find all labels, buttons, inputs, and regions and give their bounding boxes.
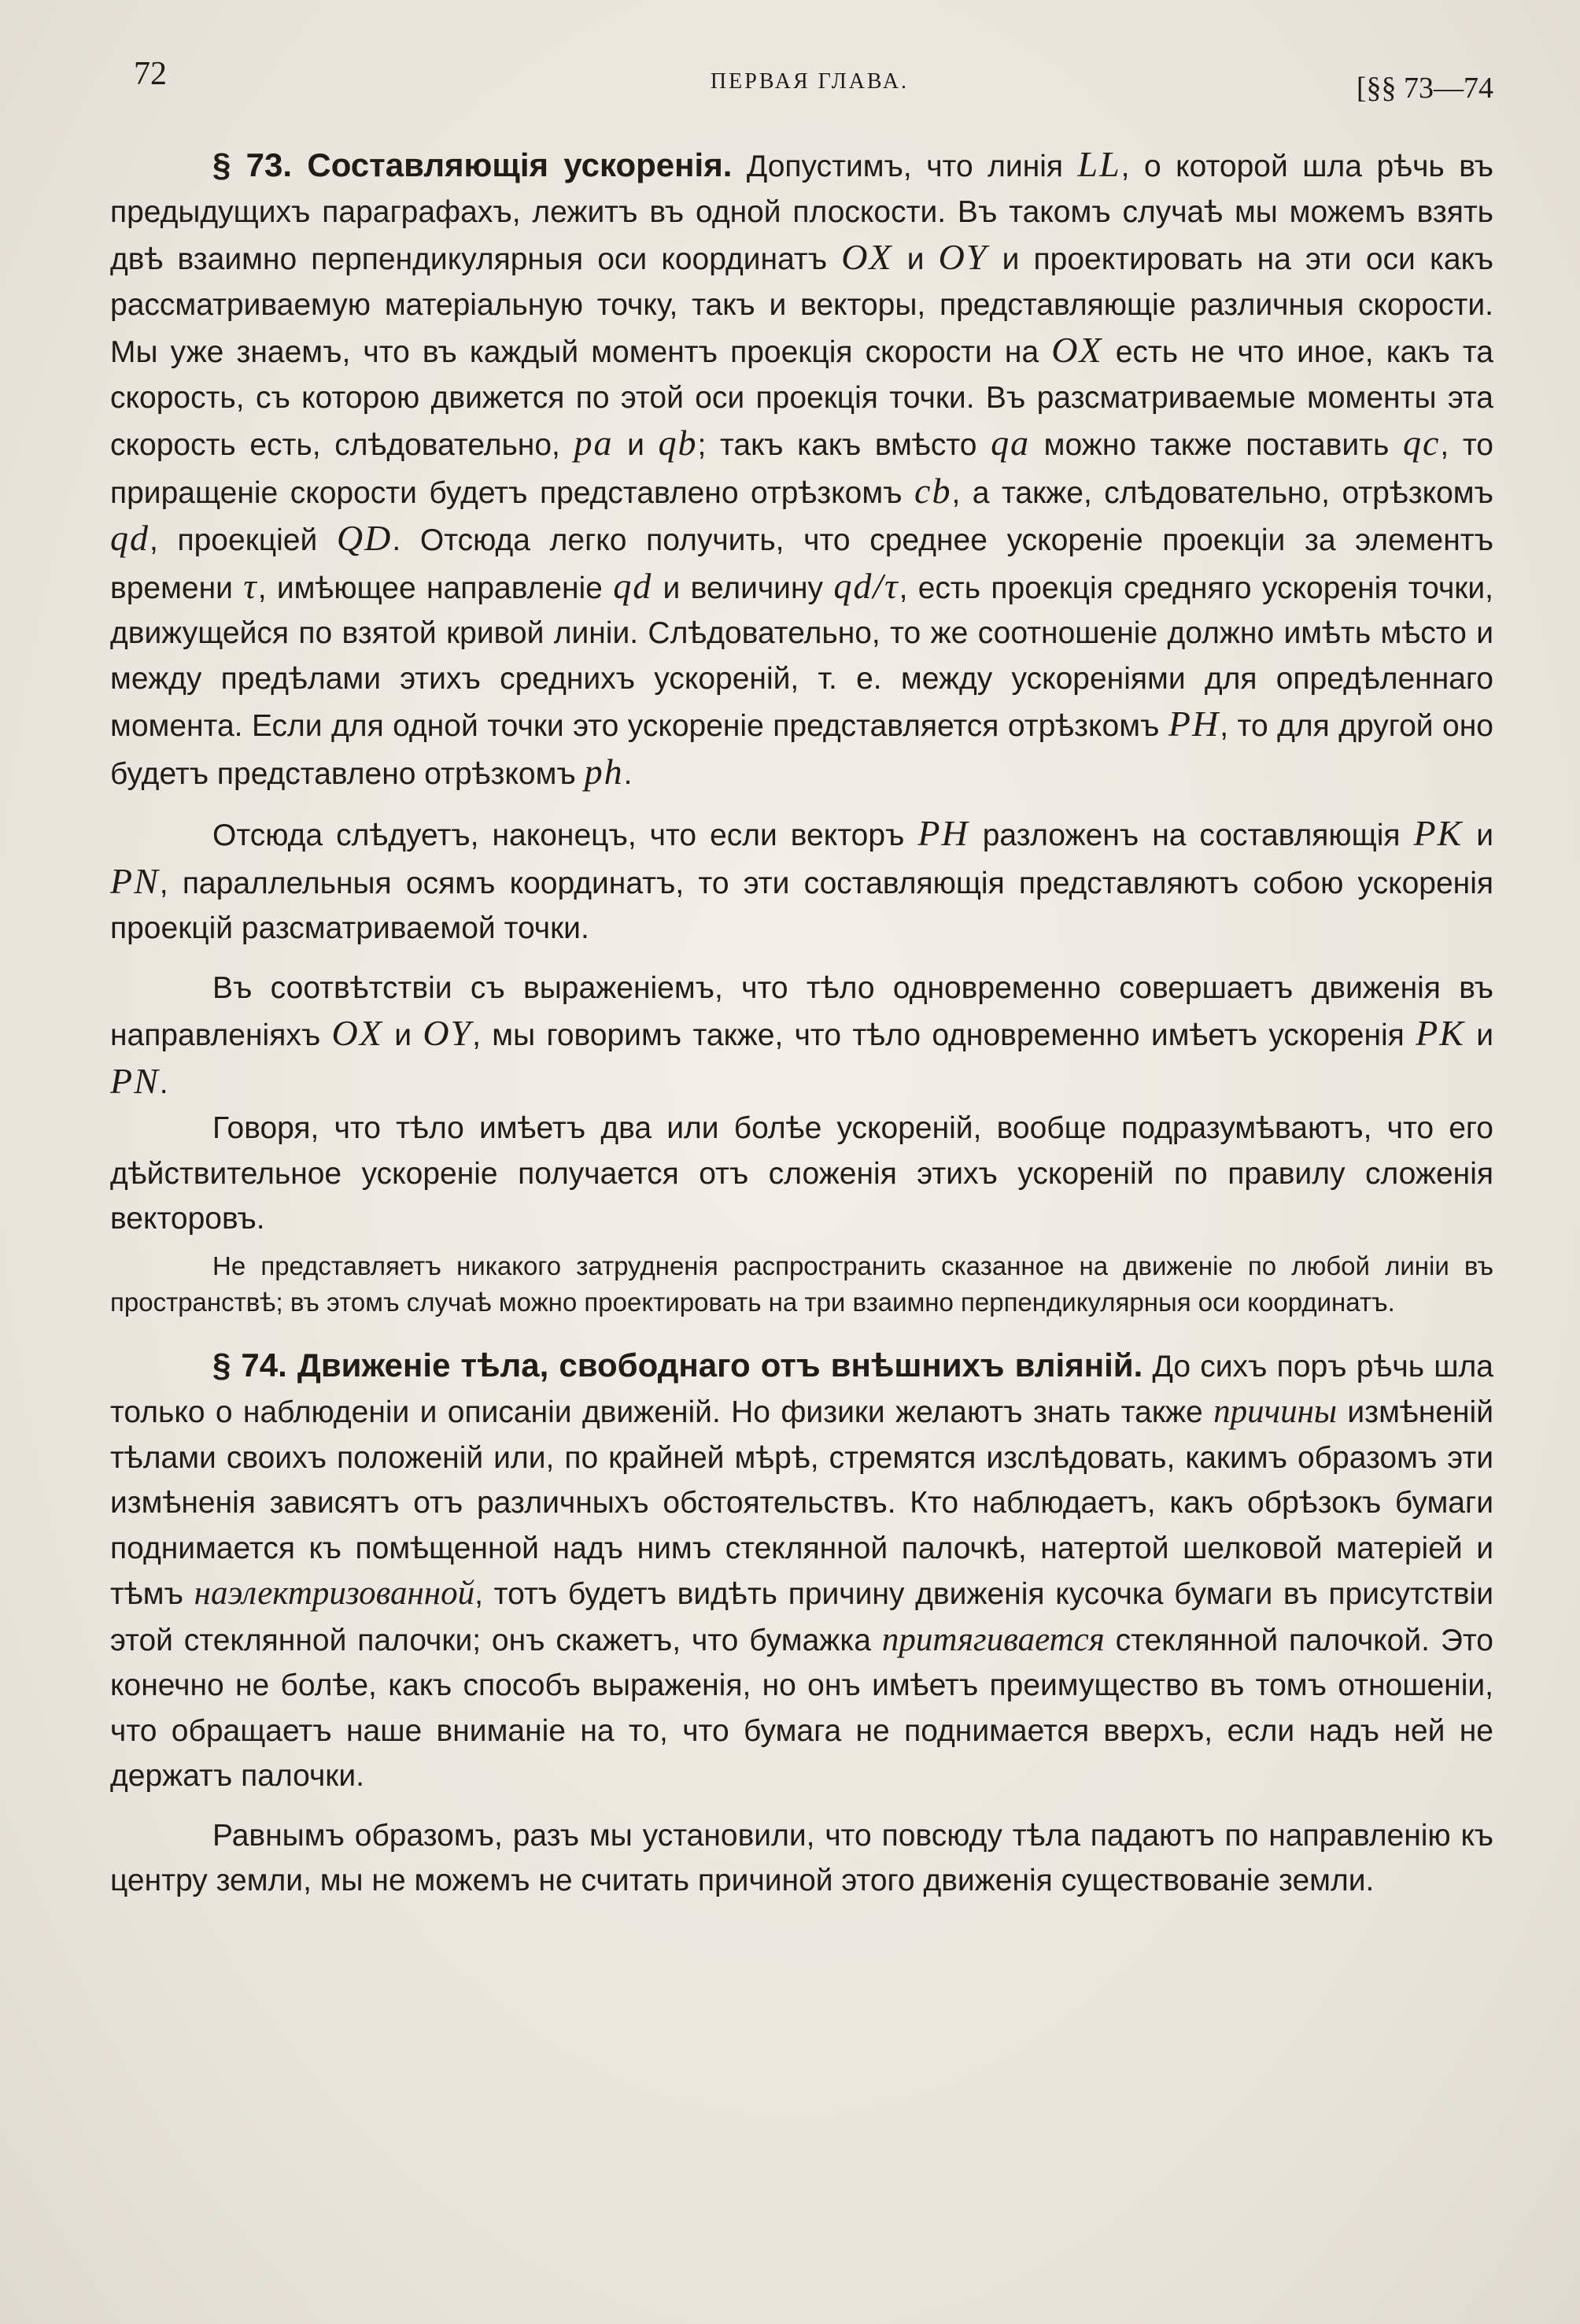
math-symbol: qd	[110, 518, 150, 558]
section-73-paragraph-3	[110, 966, 1493, 1107]
math-symbol: OX	[841, 237, 893, 277]
math-symbol: qd	[613, 565, 653, 606]
running-head: ПЕРВАЯ ГЛАВА.	[710, 69, 910, 94]
section-73-paragraph-4	[110, 1106, 1493, 1242]
italic-emphasis: причины	[1213, 1393, 1338, 1430]
section-range: [§§ 73—74	[1356, 72, 1493, 105]
math-symbol: PH	[917, 813, 969, 853]
section-74-paragraph-1	[110, 1343, 1493, 1799]
page-header	[126, 55, 1493, 110]
math-symbol: qb	[658, 423, 698, 463]
math-symbol: PN	[110, 1060, 160, 1101]
section-73-paragraph-1	[110, 142, 1493, 796]
math-symbol: qc	[1403, 423, 1441, 463]
section-73-note-text: Не представляетъ никакого затрудненія распространить сказанное на движеніе по любой линіи въ пространствѣ; въ этомъ случаѣ можно проектировать на три взаимно перпендикулярныя оси координатъ.	[110, 1251, 1493, 1317]
section-73-title: § 73. Составляющія ускоренія.	[212, 146, 733, 183]
math-symbol: OX	[331, 1013, 383, 1053]
section-74-title: § 74. Движеніе тѣла, свободнаго отъ внѣшнихъ вліяній.	[212, 1346, 1143, 1384]
section-73-paragraph-3-text: Въ соотвѣтствіи съ выраженіемъ, что тѣло одновременно совершаетъ движенія въ направленіяхъ OX и OY, мы говоримъ также, что тѣло одновременно имѣетъ ускоренія PK и PN.	[110, 970, 1494, 1101]
math-symbol: pa	[574, 423, 614, 463]
math-symbol: PH	[1168, 704, 1220, 744]
section-73-paragraph-4-text: Говоря, что тѣло имѣетъ два или болѣе ускореній, вообще подразумѣваютъ, что его дѣйствительное ускореніе получается отъ сложенія этихъ ускореній по правилу сложенія векторовъ.	[110, 1111, 1493, 1236]
section-74-paragraph-2	[110, 1813, 1493, 1904]
math-symbol: qa	[991, 423, 1031, 463]
italic-emphasis: наэлектризованной	[194, 1575, 475, 1612]
math-symbol: PK	[1413, 813, 1464, 853]
page-number: 72	[134, 56, 167, 92]
math-symbol: PN	[110, 860, 160, 901]
math-symbol: OX	[1051, 330, 1103, 370]
section-73-paragraph-1-text: Допустимъ, что линія LL, о которой шла рѣчь въ предыдущихъ параграфахъ, лежитъ въ одной плоскости. Въ такомъ случаѣ мы можемъ взять двѣ взаимно перпендикулярныя оси координатъ OX и OY и проектировать на эти оси какъ рассматриваемую матеріальную точку, такъ и векторы, представляющіе различныя скорости. Мы уже знаемъ, что въ каждый моментъ проекція скорости на OX есть не что иное, какъ та скорость, съ которою движется по этой оси проекція точки. Въ разсматриваемые моменты эта скорость есть, слѣдовательно, pa и qb; такъ какъ вмѣсто qa можно также поставить qc, то приращеніе скорости будетъ представлено отрѣзкомъ cb, а также, слѣдовательно, отрѣзкомъ qd, проекціей QD. Отсюда легко получить, что среднее ускореніе проекціи за элементъ времени τ, имѣющее направленіе qd и величину qd/τ, есть проекція средняго ускоренія точки, движущейся по взятой кривой линіи. Слѣдовательно, то же соотношеніе должно имѣть мѣсто и между предѣлами этихъ среднихъ ускореній, т. е. между ускореніями для опредѣленнаго момента. Если для одной точки это ускореніе представляется отрѣзкомъ PH, то для другой оно будетъ представлено отрѣзкомъ ph.	[110, 144, 1494, 792]
math-symbol: OY	[423, 1013, 473, 1053]
math-symbol: OY	[938, 237, 988, 277]
math-symbol: LL	[1077, 144, 1121, 184]
section-73-paragraph-2-text: Отсюда слѣдуетъ, наконецъ, что если векторъ PH разложенъ на составляющія PK и PN, параллельныя осямъ координатъ, то эти составляющія представляютъ собою ускоренія проекцій разсматриваемой точки.	[110, 813, 1493, 945]
section-74-paragraph-2-text: Равнымъ образомъ, разъ мы установили, что повсюду тѣла падаютъ по направленію къ центру земли, мы не можемъ не считать причиной этого движенія существованіе земли.	[110, 1818, 1493, 1897]
section-73-paragraph-2	[110, 811, 1493, 951]
math-symbol: cb	[914, 470, 952, 511]
math-symbol: qd/τ	[833, 565, 899, 606]
section-73-note	[110, 1248, 1493, 1321]
page-body	[110, 142, 1493, 1904]
section-74-paragraph-1-text: До сихъ поръ рѣчь шла только о наблюденіи и описаніи движеній. Но физики желаютъ знать также причины измѣненій тѣлами своихъ положеній или, по крайней мѣрѣ, стремятся изслѣдовать, какимъ образомъ эти измѣненія зависятъ отъ различныхъ обстоятельствъ. Кто наблюдаетъ, какъ обрѣзокъ бумаги поднимается къ помѣщенной надъ нимъ стеклянной палочкѣ, натертой шелковой матеріей и тѣмъ наэлектризованной, тотъ будетъ видѣть причину движенія кусочка бумаги въ присутствіи этой стеклянной палочки; онъ скажетъ, что бумажка притягивается стеклянной палочкой. Это конечно не болѣе, какъ способъ выраженія, но онъ имѣетъ преимущество въ томъ отношеніи, что обращаетъ наше вниманіе на то, что бумага не поднимается вверхъ, если надъ ней не держатъ палочки.	[110, 1349, 1493, 1793]
math-symbol: QD	[336, 518, 393, 558]
math-symbol: ph	[584, 751, 624, 792]
math-symbol: PK	[1416, 1013, 1465, 1053]
italic-emphasis: притягивается	[881, 1620, 1105, 1658]
math-symbol: τ	[243, 565, 258, 606]
